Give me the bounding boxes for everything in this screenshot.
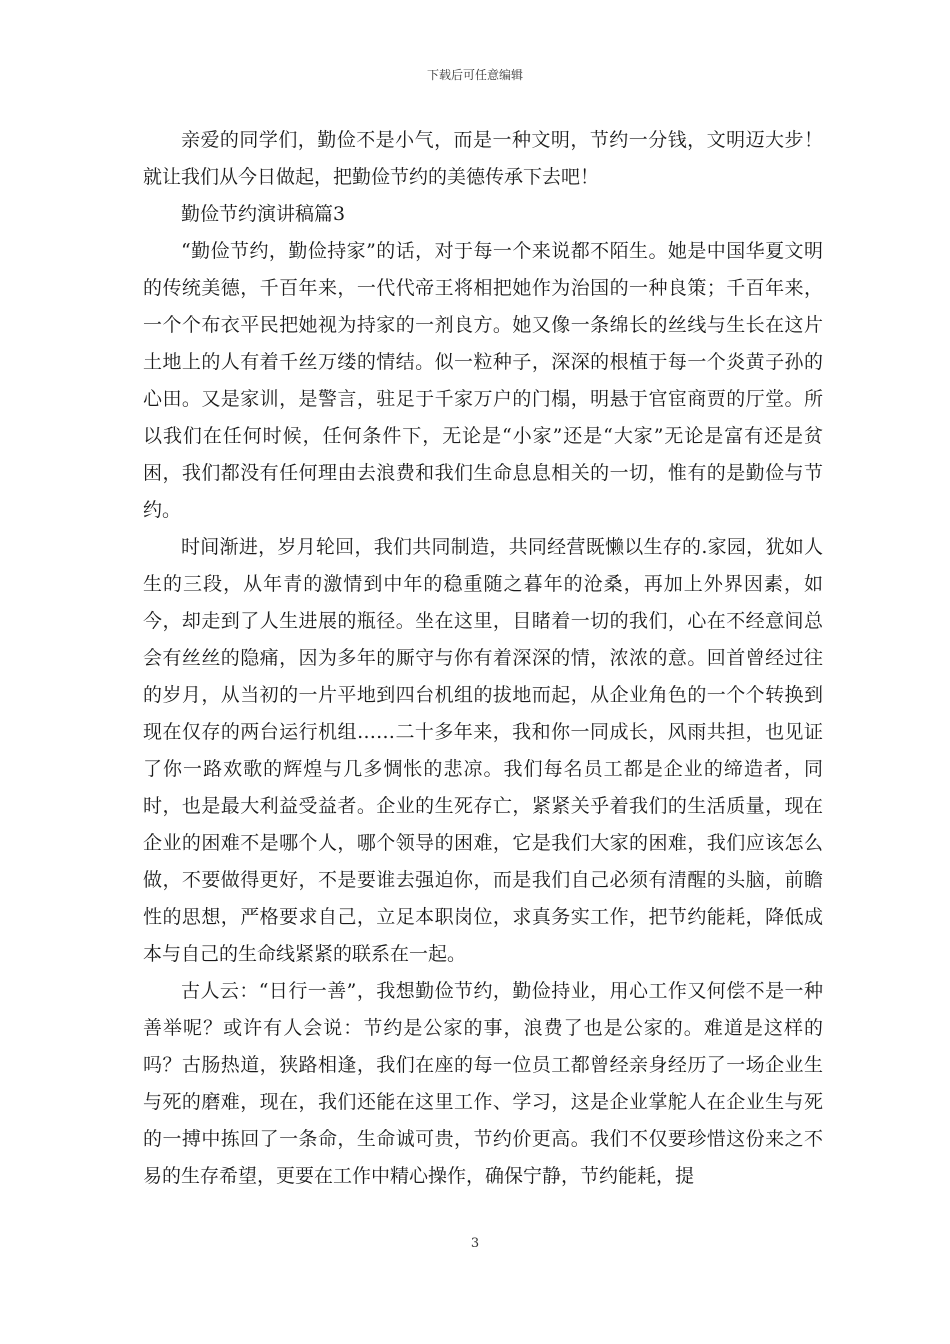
page-header: 下载后可任意编辑 <box>426 68 523 82</box>
page-number: 3 <box>470 1236 480 1251</box>
paragraph-ancients: 古人云：“日行一善”，我想勤俭节约，勤俭持业，用心工作又何偿不是一种善举呢？或许有人会说：节约是公家的事，浪费了也是公家的。难道是这样的吗？古肠热道，狭路相逢，我们在座的每一位员工都曾经亲身经历了一场企业生与死的磨难，现在，我们还能在这里工作、学习，这是企业掌舵人在企业生与死的一搏中拣回了一条命，生命诚可贵，节约价更高。我们不仅要珍惜这份来之不易的生存希望，更要在工作中精心操作，确保宁静，节约能耗，提 <box>143 980 823 1187</box>
paragraph-closing: 亲爱的同学们，勤俭不是小气，而是一种文明，节约一分钱，文明迈大步！就让我们从今日做起，把勤俭节约的美德传承下去吧！ <box>143 129 823 188</box>
paragraph-intro: “勤俭节约，勤俭持家”的话，对于每一个来说都不陌生。她是中国华夏文明的传统美德，千百年来，一代代帝王将相把她作为治国的一种良策；千百年来，一个个布衣平民把她视为持家的一剂良方。她又像一条绵长的丝线与生长在这片土地上的人有着千丝万缕的情结。似一粒种子，深深的根植于每一个炎黄子孙的心田。又是家训，是警言，驻足于千家万户的门榻，明悬于官宦商贾的厅堂。所以我们在任何时候，任何条件下，无论是“小家”还是“大家”无论是富有还是贫困，我们都没有任何理由去浪费和我们生命息息相关的一切，惟有的是勤俭与节约。 <box>143 240 823 521</box>
section-title: 勤俭节约演讲稿篇3 <box>181 203 346 225</box>
paragraph-time: 时间渐进，岁月轮回，我们共同制造，共同经营既懒以生存的.家园，犹如人生的三段，从年青的激情到中年的稳重随之暮年的沧桑，再加上外界因素，如今，却走到了人生进展的瓶径。坐在这里，目睹着一切的我们，心在不经意间总会有丝丝的隐痛，因为多年的厮守与你有着深深的情，浓浓的意。回首曾经过往的岁月，从当初的一片平地到四台机组的拔地而起，从企业角色的一个个转换到现在仅存的两台运行机组……二十多年来，我和你一同成长，风雨共担，也见证了你一路欢歌的辉煌与几多惆怅的悲凉。我们每名员工都是企业的缔造者，同时，也是最大利益受益者。企业的生死存亡，紧紧关乎着我们的生活质量，现在企业的困难不是哪个人，哪个领导的困难，它是我们大家的困难，我们应该怎么做，不要做得更好，不是要谁去强迫你，而是我们自己必须有清醒的头脑，前瞻性的思想，严格要求自己，立足本职岗位，求真务实工作，把节约能耗，降低成本与自己的生命线紧紧的联系在一起。 <box>143 536 823 965</box>
document-body <box>143 122 823 1195</box>
